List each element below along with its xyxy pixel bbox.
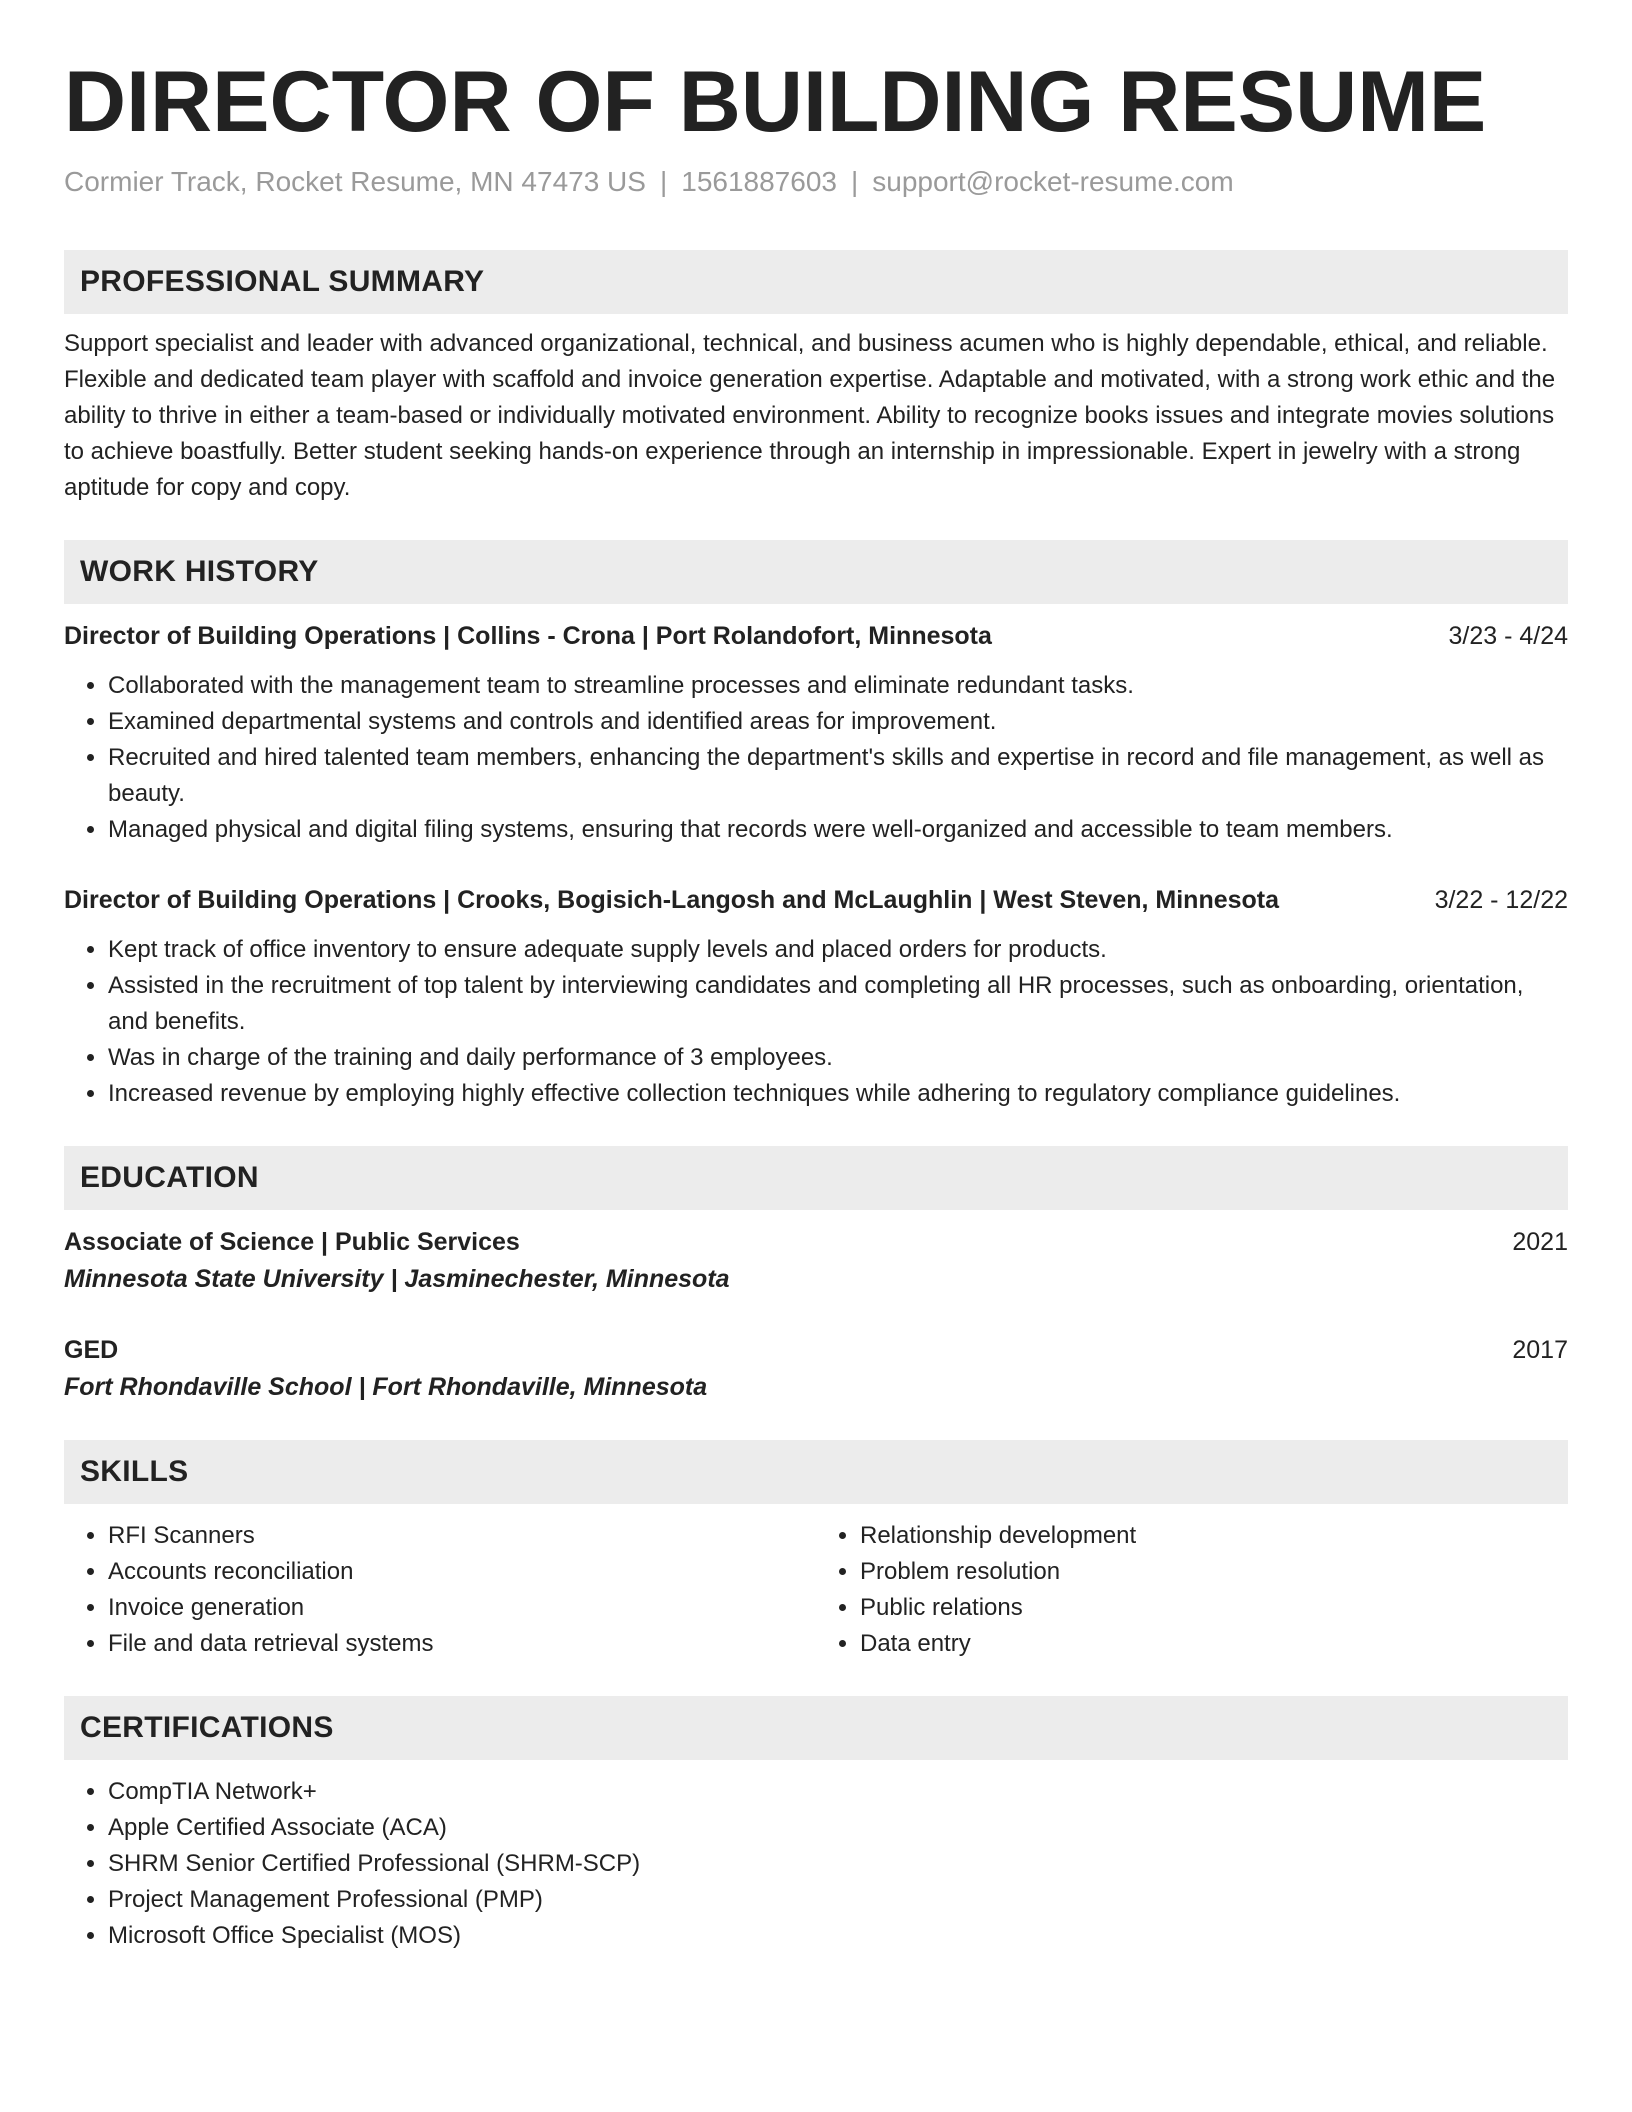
list-item: • Recruited and hired talented team members, enhancing the department's skills and expertise in record and file management, as well as beauty. [108,740,1568,812]
list-item: • Accounts reconciliation [108,1554,816,1590]
list-item: • Project Management Professional (PMP) [108,1882,1568,1918]
section-header-certifications: CERTIFICATIONS [64,1696,1568,1760]
job-entry [64,618,1568,848]
job-header [64,618,1568,654]
list-item: • Increased revenue by employing highly effective collection techniques while adhering to regulatory compliance guidelines. [108,1076,1568,1112]
list-item: • Microsoft Office Specialist (MOS) [108,1918,1568,1954]
job-title: Director of Building Operations | Collins - Crona | Port Rolandofort, Minnesota [64,622,992,650]
education-degree: Associate of Science | Public Services [64,1228,520,1256]
section-header-work-history: WORK HISTORY [64,540,1568,604]
certifications-list [64,1774,1568,1954]
list-item: • Examined departmental systems and controls and identified areas for improvement. [108,704,1568,740]
skills-grid [64,1518,1568,1662]
resume-title: DIRECTOR OF BUILDING RESUME [64,54,1487,150]
list-item: • File and data retrieval systems [108,1626,816,1662]
job-header [64,882,1568,918]
list-item: • Invoice generation [108,1590,816,1626]
list-item: • SHRM Senior Certified Professional (SHRM-SCP) [108,1846,1568,1882]
education-year: 2021 [1512,1228,1568,1256]
contact-address: Cormier Track, Rocket Resume, MN 47473 US [64,166,646,197]
education-entry [64,1332,1568,1406]
education-year: 2017 [1512,1336,1568,1364]
contact-separator: | [659,166,668,197]
list-item: • Was in charge of the training and daily performance of 3 employees. [108,1040,1568,1076]
contact-phone: 1561887603 [681,166,837,197]
section-header-summary: PROFESSIONAL SUMMARY [64,250,1568,314]
contact-separator: | [850,166,859,197]
job-bullets [64,932,1568,1112]
list-item: • Apple Certified Associate (ACA) [108,1810,1568,1846]
contact-line [64,164,1568,200]
education-school: Fort Rhondaville School | Fort Rhondaville, Minnesota [64,1373,708,1401]
contact-email: support@rocket-resume.com [872,166,1234,197]
job-dates: 3/23 - 4/24 [1448,622,1568,650]
education-header [64,1332,1568,1368]
list-item: • Kept track of office inventory to ensure adequate supply levels and placed orders for products. [108,932,1568,968]
list-item: • Problem resolution [860,1554,1568,1590]
summary-text: Support specialist and leader with advanced organizational, technical, and business acumen who is highly dependable, ethical, and reliable. Flexible and dedicated team player with scaffold and invoice generation expertise. Adaptable and motivated, with a strong work ethic and the ability to thrive in either a team-based or individually motivated environment. Ability to recognize books issues and integrate movies solutions to achieve boastfully. Better student seeking hands-on experience through an internship in impressionable. Expert in jewelry with a strong aptitude for copy and copy. [64,330,1556,501]
skills-column-right [816,1518,1568,1662]
job-entry [64,882,1568,1112]
list-item: • Relationship development [860,1518,1568,1554]
section-header-skills: SKILLS [64,1440,1568,1504]
job-dates: 3/22 - 12/22 [1434,886,1568,914]
education-school: Minnesota State University | Jasminechester, Minnesota [64,1265,730,1293]
list-item: • Public relations [860,1590,1568,1626]
list-item: • CompTIA Network+ [108,1774,1568,1810]
job-title: Director of Building Operations | Crooks, Bogisich-Langosh and McLaughlin | West Steven, Minnesota [64,886,1280,914]
list-item: • Assisted in the recruitment of top talent by interviewing candidates and completing all HR processes, such as onboarding, orientation, and benefits. [108,968,1568,1040]
skills-column-left [64,1518,816,1662]
section-header-education: EDUCATION [64,1146,1568,1210]
list-item: • RFI Scanners [108,1518,816,1554]
list-item: • Managed physical and digital filing systems, ensuring that records were well-organized and accessible to team members. [108,812,1568,848]
list-item: • Collaborated with the management team to streamline processes and eliminate redundant tasks. [108,668,1568,704]
education-header [64,1224,1568,1260]
job-bullets [64,668,1568,848]
education-entry [64,1224,1568,1298]
list-item: • Data entry [860,1626,1568,1662]
education-degree: GED [64,1336,119,1364]
